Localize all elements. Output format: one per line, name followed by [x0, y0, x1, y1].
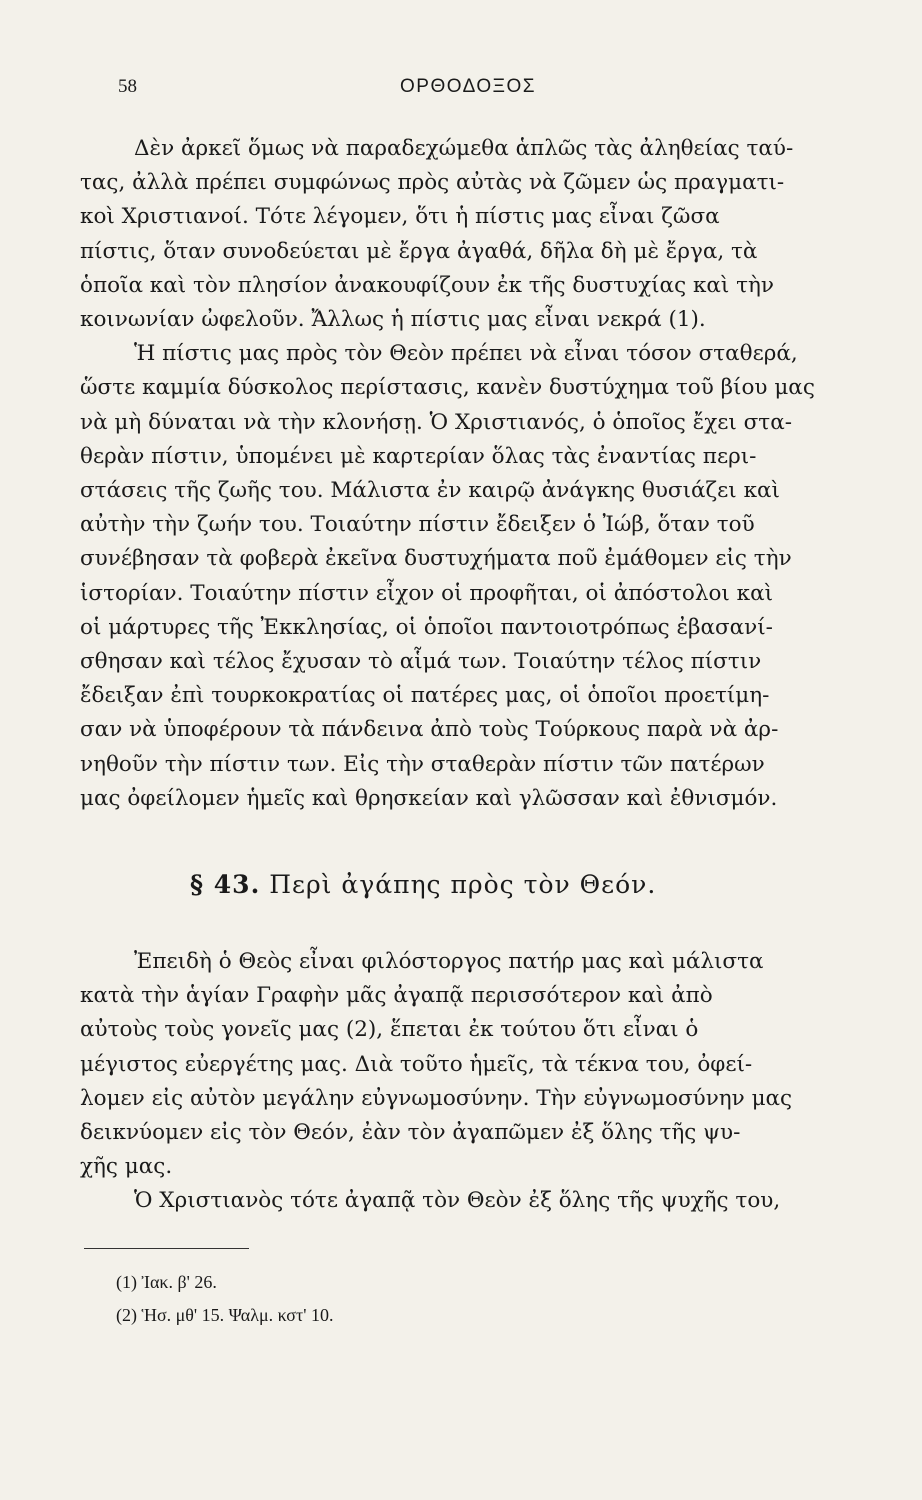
paragraph-christian-loves	[80, 1184, 845, 1218]
text-line: δεικνύομεν εἰς τὸν Θεόν, ἐὰν τὸν ἀγαπῶμεν ἐξ ὅλης τῆς ψυ-	[80, 1120, 741, 1146]
text-line: ἔδειξαν ἐπὶ τουρκοκρατίας οἱ πατέρες μας, οἱ ὁποῖοι προετίμη-	[80, 683, 770, 709]
footnote-1: (1) Ἰακ. β' 26.	[116, 1272, 217, 1292]
paragraph-faith-works	[80, 132, 845, 337]
text-line: συνέβησαν τὰ φοβερὰ ἐκεῖνα δυστυχήματα ποῦ ἐμάθομεν εἰς τὴν	[80, 546, 792, 572]
text-line: κοινωνίαν ὠφελοῦν. Ἄλλως ἡ πίστις μας εἶναι νεκρά (1).	[80, 307, 706, 333]
section-number: § 43.	[190, 870, 261, 899]
footnotes	[116, 1266, 333, 1332]
running-head	[0, 76, 922, 106]
text-line: Ὁ Χριστιανὸς τότε ἀγαπᾷ τὸν Θεὸν ἐξ ὅλης τῆς ψυχῆς του,	[134, 1188, 781, 1214]
section-title: Περὶ ἀγάπης πρὸς τὸν Θεόν.	[269, 870, 657, 899]
text-line: σθησαν καὶ τέλος ἔχυσαν τὸ αἷμά των. Τοιαύτην τέλος πίστιν	[80, 649, 762, 675]
text-line: ὥστε καμμία δύσκολος περίστασις, κανὲν δυστύχημα τοῦ βίου μας	[80, 375, 815, 401]
text-line: χῆς μας.	[80, 1154, 173, 1180]
page-number: 58	[118, 76, 137, 97]
text-line: στάσεις τῆς ζωῆς του. Μάλιστα ἐν καιρῷ ἀνάγκης θυσιάζει καὶ	[80, 478, 780, 504]
paragraph-steadfast-faith	[80, 337, 845, 816]
text-line: ἱστορίαν. Τοιαύτην πίστιν εἶχον οἱ προφῆται, οἱ ἀπόστολοι καὶ	[80, 580, 774, 606]
text-line: μας ὀφείλομεν ἡμεῖς καὶ θρησκείαν καὶ γλῶσσαν καὶ ἐθνισμόν.	[80, 785, 778, 811]
text-line: κατὰ τὴν ἁγίαν Γραφὴν μᾶς ἀγαπᾷ περισσότερον καὶ ἀπὸ	[80, 983, 713, 1009]
body-text-section	[80, 945, 845, 1219]
body-text	[80, 132, 845, 816]
text-line: Ἐπειδὴ ὁ Θεὸς εἶναι φιλόστοργος πατήρ μας καὶ μάλιστα	[134, 949, 764, 974]
text-line: μέγιστος εὐεργέτης μας. Διὰ τοῦτο ἡμεῖς, τὰ τέκνα του, ὀφεί-	[80, 1051, 753, 1077]
text-line: Δὲν ἀρκεῖ ὅμως νὰ παραδεχώμεθα ἁπλῶς τὰς ἀληθείας ταύ-	[134, 136, 794, 161]
text-line: ὁποῖα καὶ τὸν πλησίον ἀνακουφίζουν ἐκ τῆς δυστυχίας καὶ τὴν	[80, 272, 775, 298]
text-line: αὐτὴν τὴν ζωήν του. Τοιαύτην πίστιν ἔδειξεν ὁ Ἰώβ, ὅταν τοῦ	[80, 512, 755, 538]
paragraph-love-god	[80, 945, 845, 1184]
text-line: κοὶ Χριστιανοί. Τότε λέγομεν, ὅτι ἡ πίστις μας εἶναι ζῶσα	[80, 204, 720, 230]
text-line: Ἡ πίστις μας πρὸς τὸν Θεὸν πρέπει νὰ εἶναι τόσον σταθερά,	[134, 341, 798, 367]
text-line: οἱ μάρτυρες τῆς Ἐκκλησίας, οἱ ὁποῖοι παντοιοτρόπως ἐβασανί-	[80, 614, 773, 640]
text-line: σαν νὰ ὑποφέρουν τὰ πάνδεινα ἀπὸ τοὺς Τούρκους παρὰ νὰ ἀρ-	[80, 717, 779, 743]
text-line: νηθοῦν τὴν πίστιν των. Εἰς τὴν σταθερὰν πίστιν τῶν πατέρων	[80, 751, 765, 777]
footnote-divider	[84, 1248, 249, 1249]
text-line: αὐτοὺς τοὺς γονεῖς μας (2), ἕπεται ἐκ τούτου ὅτι εἶναι ὁ	[80, 1017, 699, 1043]
running-title: ΟΡΘΟΔΟΞΟΣ	[400, 76, 537, 97]
text-line: νὰ μὴ δύναται νὰ τὴν κλονήσῃ. Ὁ Χριστιανός, ὁ ὁποῖος ἔχει στα-	[80, 409, 792, 435]
footnote-2: (2) Ἡσ. μθ' 15. Ψαλμ. κστ' 10.	[116, 1305, 334, 1325]
text-line: πίστις, ὅταν συνοδεύεται μὲ ἔργα ἀγαθά, δῆλα δὴ μὲ ἔργα, τὰ	[80, 238, 758, 264]
section-heading	[190, 870, 790, 899]
text-line: τας, ἀλλὰ πρέπει συμφώνως πρὸς αὐτὰς νὰ ζῶμεν ὡς πραγματι-	[80, 170, 785, 196]
text-line: θερὰν πίστιν, ὑπομένει μὲ καρτερίαν ὅλας τὰς ἐναντίας περι-	[80, 443, 757, 469]
text-line: λομεν εἰς αὐτὸν μεγάλην εὐγνωμοσύνην. Τὴν εὐγνωμοσύνην μας	[80, 1085, 793, 1111]
